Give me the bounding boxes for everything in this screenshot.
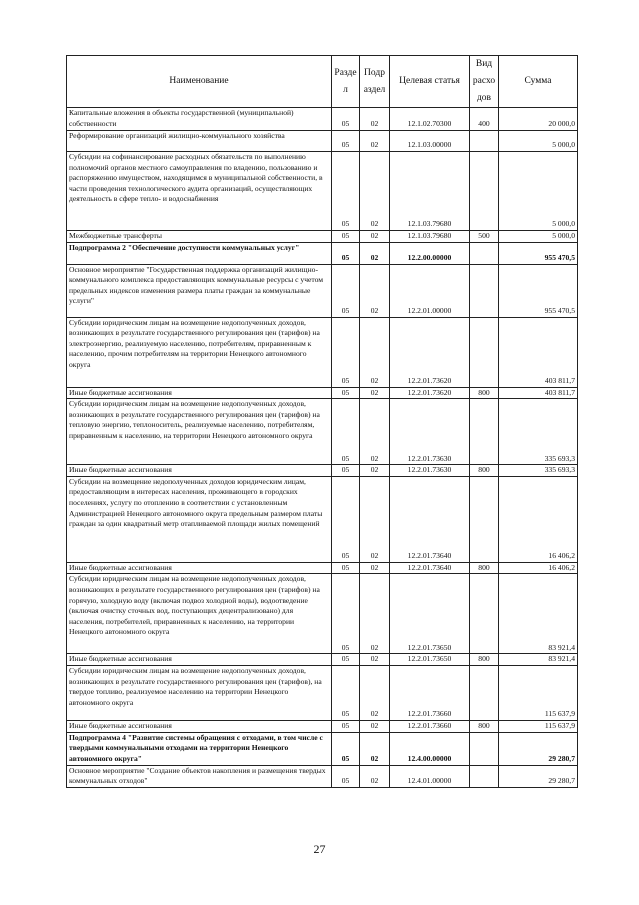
row-subsection: 02 <box>360 574 390 654</box>
row-target-article: 12.2.01.73660 <box>390 720 470 732</box>
row-name: Подпрограмма 4 "Развитие системы обращения с отходами, в том числе с твердыми коммунальными отходами на территории Ненецкого автономного округа" <box>67 732 332 765</box>
row-sum: 115 637,9 <box>499 665 578 720</box>
row-section: 05 <box>332 665 360 720</box>
table-header-row <box>67 56 578 108</box>
row-subsection: 02 <box>360 317 390 387</box>
row-target-article: 12.2.01.73640 <box>390 476 470 562</box>
row-section: 05 <box>332 242 360 264</box>
row-section: 05 <box>332 317 360 387</box>
row-section: 05 <box>332 765 360 787</box>
row-section: 05 <box>332 264 360 317</box>
row-name: Субсидии юридическим лицам на возмещение недополученных доходов, возникающих в результате государственного регулирования цен (тарифов), на твердое топливо, реализуемое населению на территории Ненецкого автономного округа <box>67 665 332 720</box>
row-section: 05 <box>332 387 360 399</box>
table-row <box>67 264 578 317</box>
header-target-article: Целевая статья <box>390 56 470 108</box>
table-row <box>67 231 578 243</box>
row-subsection: 02 <box>360 231 390 243</box>
row-name: Подпрограмма 2 "Обеспечение доступности коммунальных услуг" <box>67 242 332 264</box>
row-sum: 403 811,7 <box>499 317 578 387</box>
row-name: Основное мероприятие "Государственная поддержка организаций жилищно-коммунального комплекса предоставляющих коммунальные ресурсы с учетом предельных индексов изменения размера платы граждан за коммунальные услуги" <box>67 264 332 317</box>
row-name: Капитальные вложения в объекты государственной (муниципальной) собственности <box>67 108 332 131</box>
row-subsection: 02 <box>360 765 390 787</box>
row-sum: 335 693,3 <box>499 399 578 465</box>
row-target-article: 12.1.03.79680 <box>390 152 470 231</box>
row-name: Основное мероприятие "Создание объектов накопления и размещения твердых коммунальных отходов" <box>67 765 332 787</box>
row-target-article: 12.2.01.73630 <box>390 465 470 477</box>
header-subsection: Подр аздел <box>360 56 390 108</box>
row-name: Иные бюджетные ассигнования <box>67 465 332 477</box>
table-row <box>67 317 578 387</box>
row-subsection: 02 <box>360 720 390 732</box>
row-name: Реформирование организаций жилищно-коммунального хозяйства <box>67 131 332 152</box>
table-row <box>67 732 578 765</box>
table-row <box>67 476 578 562</box>
row-expense-kind <box>470 399 499 465</box>
row-expense-kind <box>470 765 499 787</box>
row-name: Субсидии юридическим лицам на возмещение недополученных доходов, возникающих в результате государственного регулирования цен (тарифов) на электроэнергию, реализуемую населению, потребителям, приравненным к населению, прочим потребителям на территории Ненецкого автономного округа <box>67 317 332 387</box>
row-target-article: 12.2.01.73660 <box>390 665 470 720</box>
table-row <box>67 654 578 666</box>
row-section: 05 <box>332 720 360 732</box>
row-sum: 16 406,2 <box>499 476 578 562</box>
row-subsection: 02 <box>360 654 390 666</box>
row-subsection: 02 <box>360 108 390 131</box>
row-sum: 335 693,3 <box>499 465 578 477</box>
row-section: 05 <box>332 131 360 152</box>
row-sum: 29 280,7 <box>499 732 578 765</box>
row-section: 05 <box>332 574 360 654</box>
row-expense-kind: 800 <box>470 465 499 477</box>
row-sum: 955 470,5 <box>499 242 578 264</box>
row-name: Субсидии юридическим лицам на возмещение недополученных доходов, возникающих в результате государственного регулирования цен (тарифов) на горячую, холодную воду (включая подвоз холодной воды), водоотведение (включая очистку сточных вод, поступающих децентрализовано) для населения, потребителей, приравненных к населению, на территории Ненецкого автономного округа <box>67 574 332 654</box>
row-expense-kind: 800 <box>470 654 499 666</box>
row-sum: 955 470,5 <box>499 264 578 317</box>
table-row <box>67 387 578 399</box>
row-expense-kind <box>470 317 499 387</box>
row-target-article: 12.4.00.00000 <box>390 732 470 765</box>
row-sum: 29 280,7 <box>499 765 578 787</box>
table-row <box>67 665 578 720</box>
row-target-article: 12.4.01.00000 <box>390 765 470 787</box>
row-sum: 5 000,0 <box>499 152 578 231</box>
row-section: 05 <box>332 732 360 765</box>
table-row <box>67 399 578 465</box>
header-sum: Сумма <box>499 56 578 108</box>
row-name: Иные бюджетные ассигнования <box>67 387 332 399</box>
row-subsection: 02 <box>360 732 390 765</box>
row-section: 05 <box>332 231 360 243</box>
table-row <box>67 152 578 231</box>
row-expense-kind <box>470 131 499 152</box>
row-expense-kind <box>470 264 499 317</box>
row-expense-kind: 800 <box>470 387 499 399</box>
row-section: 05 <box>332 152 360 231</box>
row-section: 05 <box>332 476 360 562</box>
page-number: 27 <box>313 842 326 856</box>
row-sum: 115 637,9 <box>499 720 578 732</box>
table-row <box>67 765 578 787</box>
row-sum: 83 921,4 <box>499 654 578 666</box>
row-expense-kind <box>470 732 499 765</box>
row-expense-kind <box>470 665 499 720</box>
row-subsection: 02 <box>360 562 390 574</box>
row-subsection: 02 <box>360 152 390 231</box>
row-target-article: 12.2.01.73620 <box>390 317 470 387</box>
row-expense-kind <box>470 476 499 562</box>
table-row <box>67 108 578 131</box>
row-name: Иные бюджетные ассигнования <box>67 654 332 666</box>
row-target-article: 12.1.02.70300 <box>390 108 470 131</box>
row-sum: 5 000,0 <box>499 131 578 152</box>
row-subsection: 02 <box>360 476 390 562</box>
row-expense-kind <box>470 242 499 264</box>
table-row <box>67 242 578 264</box>
row-section: 05 <box>332 399 360 465</box>
row-subsection: 02 <box>360 465 390 477</box>
row-target-article: 12.2.01.73620 <box>390 387 470 399</box>
row-sum: 16 406,2 <box>499 562 578 574</box>
table-row <box>67 465 578 477</box>
header-name: Наименование <box>67 56 332 108</box>
row-sum: 403 811,7 <box>499 387 578 399</box>
row-subsection: 02 <box>360 131 390 152</box>
row-name: Субсидии на софинансирование расходных обязательств по выполнению полномочий органов местного самоуправления по владению, пользованию и распоряжению имуществом, находящимся в муниципальной собственности, в части проведения технологического аудита организаций, осуществляющих деятельность в сфере тепло- и водоснабжения <box>67 152 332 231</box>
header-section: Разде л <box>332 56 360 108</box>
row-sum: 20 000,0 <box>499 108 578 131</box>
row-target-article: 12.2.01.73640 <box>390 562 470 574</box>
budget-table <box>66 55 578 788</box>
row-target-article: 12.1.03.79680 <box>390 231 470 243</box>
row-expense-kind: 800 <box>470 720 499 732</box>
row-target-article: 12.2.01.73630 <box>390 399 470 465</box>
row-section: 05 <box>332 654 360 666</box>
row-expense-kind: 500 <box>470 231 499 243</box>
table-row <box>67 131 578 152</box>
table-row <box>67 720 578 732</box>
row-sum: 5 000,0 <box>499 231 578 243</box>
row-subsection: 02 <box>360 387 390 399</box>
row-subsection: 02 <box>360 264 390 317</box>
row-name: Субсидии на возмещение недополученных доходов юридическим лицам, предоставляющим в интересах населения, проживающего в городских поселениях, услугу по отоплению в соответствии с установленным Администрацией Ненецкого автономного округа предельным размером платы граждан за один квадратный метр отапливаемой площади жилых помещений <box>67 476 332 562</box>
row-target-article: 12.2.01.73650 <box>390 574 470 654</box>
row-name: Иные бюджетные ассигнования <box>67 562 332 574</box>
header-expense-kind: Вид расхо дов <box>470 56 499 108</box>
row-section: 05 <box>332 108 360 131</box>
row-sum: 83 921,4 <box>499 574 578 654</box>
row-expense-kind <box>470 574 499 654</box>
row-target-article: 12.2.00.00000 <box>390 242 470 264</box>
row-section: 05 <box>332 562 360 574</box>
table-body <box>67 108 578 788</box>
table-row <box>67 562 578 574</box>
row-subsection: 02 <box>360 665 390 720</box>
row-name: Межбюджетные трансферты <box>67 231 332 243</box>
row-name: Субсидии юридическим лицам на возмещение недополученных доходов, возникающих в результате государственного регулирования цен (тарифов) на тепловую энергию, теплоноситель, реализуемые населению, потребителям, приравненным к населению, на территории Ненецкого автономного округа <box>67 399 332 465</box>
row-name: Иные бюджетные ассигнования <box>67 720 332 732</box>
table-row <box>67 574 578 654</box>
row-subsection: 02 <box>360 399 390 465</box>
row-expense-kind: 400 <box>470 108 499 131</box>
row-expense-kind: 800 <box>470 562 499 574</box>
row-section: 05 <box>332 465 360 477</box>
row-subsection: 02 <box>360 242 390 264</box>
row-expense-kind <box>470 152 499 231</box>
row-target-article: 12.1.03.00000 <box>390 131 470 152</box>
row-target-article: 12.2.01.73650 <box>390 654 470 666</box>
row-target-article: 12.2.01.00000 <box>390 264 470 317</box>
